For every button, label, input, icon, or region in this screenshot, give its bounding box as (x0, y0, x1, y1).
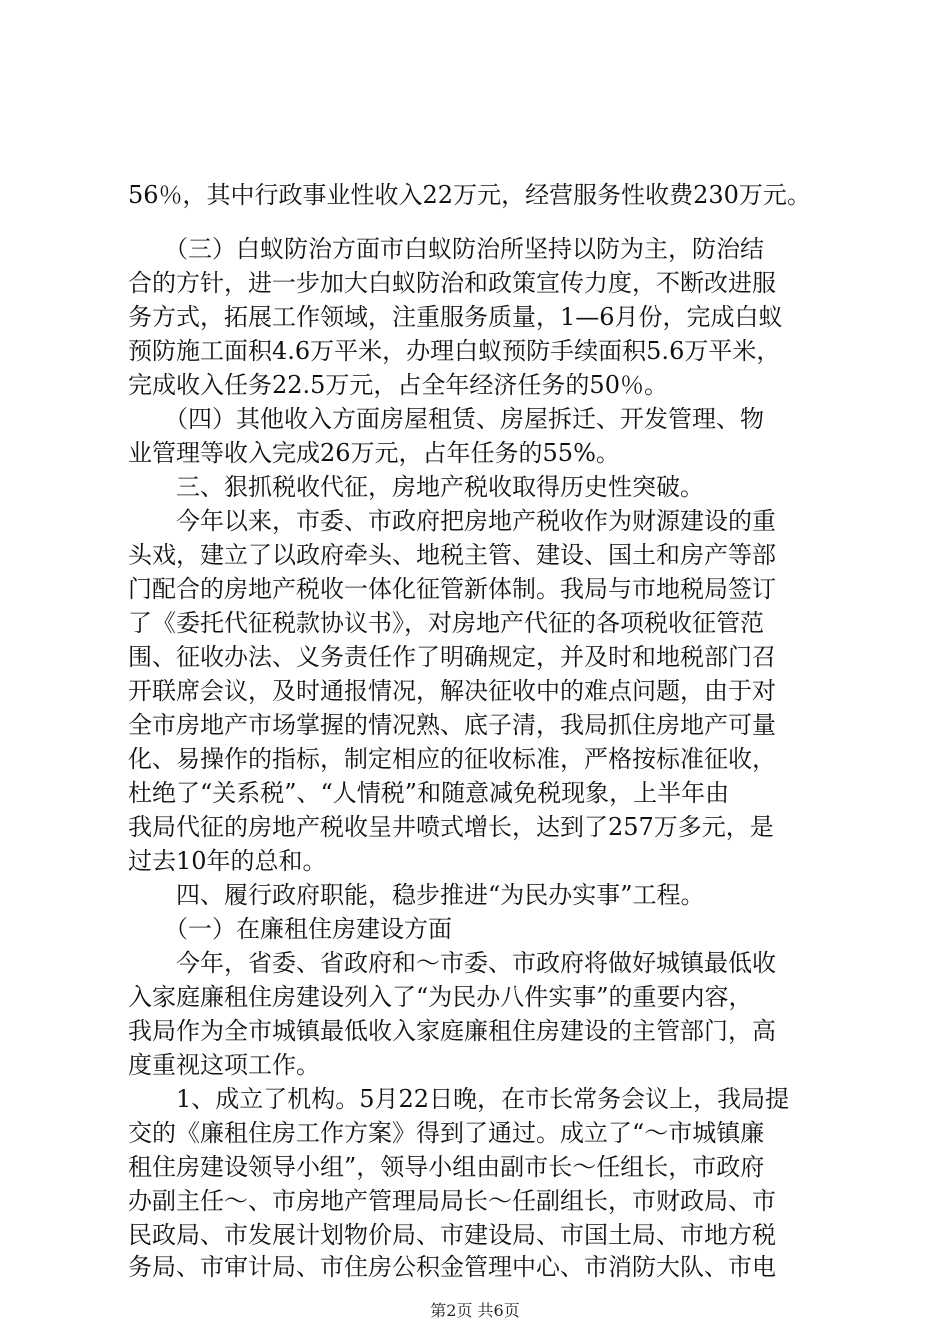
text-line: 过去10年的总和。 (128, 847, 327, 875)
text-line: 合的方针，进一步加大白蚁防治和政策宣传力度，不断改进服 (128, 269, 776, 297)
text-line: 全市房地产市场掌握的情况熟、底子清，我局抓住房地产可量 (128, 711, 776, 739)
text-line: 56％，其中行政事业性收入22万元，经营服务性收费230万元。 (128, 181, 811, 209)
text-line: 了《委托代征税款协议书》，对房地产代征的各项税收征管范 (128, 609, 764, 637)
text-line: 今年以来，市委、市政府把房地产税收作为财源建设的重 (128, 507, 776, 535)
text-line: 我局作为全市城镇最低收入家庭廉租住房建设的主管部门，高 (128, 1017, 776, 1045)
text-line: 开联席会议，及时通报情况，解决征收中的难点问题，由于对 (128, 677, 776, 705)
text-line: 业管理等收入完成26万元，占年任务的55%。 (128, 439, 620, 467)
text-line: 四、履行政府职能，稳步推进“为民办实事”工程。 (128, 881, 705, 909)
text-line: （四）其他收入方面房屋租赁、房屋拆迁、开发管理、物 (128, 405, 764, 433)
text-line: 租住房建设领导小组”，领导小组由副市长～任组长，市政府 (128, 1153, 765, 1181)
text-line: 交的《廉租住房工作方案》得到了通过。成立了“～市城镇廉 (128, 1119, 765, 1147)
text-line: 民政局、市发展计划物价局、市建设局、市国土局、市地方税 (128, 1221, 776, 1249)
text-line: 完成收入任务22.5万元，占全年经济任务的50％。 (128, 371, 668, 399)
text-line: 度重视这项工作。 (128, 1051, 320, 1079)
page-footer: 第2页 共6页 (430, 1301, 520, 1320)
text-line: （一）在廉租住房建设方面 (128, 915, 452, 943)
text-line: 1、成立了机构。5月22日晚，在市长常务会议上，我局提 (128, 1085, 790, 1113)
text-line: 门配合的房地产税收一体化征管新体制。我局与市地税局签订 (128, 575, 776, 603)
text-line: 三、狠抓税收代征，房地产税收取得历史性突破。 (128, 473, 704, 501)
text-line: 办副主任～、市房地产管理局局长～任副组长，市财政局、市 (128, 1187, 776, 1215)
text-line: 今年，省委、省政府和～市委、市政府将做好城镇最低收 (128, 949, 776, 977)
text-line: 务局、市审计局、市住房公积金管理中心、市消防大队、市电 (128, 1253, 776, 1281)
text-line: （三）白蚁防治方面市白蚁防治所坚持以防为主，防治结 (128, 235, 764, 263)
text-line: 围、征收办法、义务责任作了明确规定，并及时和地税部门召 (128, 643, 776, 671)
text-line: 入家庭廉租住房建设列入了“为民办八件实事”的重要内容， (128, 983, 753, 1011)
text-line: 预防施工面积4.6万平米，办理白蚁预防手续面积5.6万平米， (128, 337, 781, 365)
text-line: 杜绝了“关系税”、“人情税”和随意减免税现象，上半年由 (128, 779, 730, 807)
text-line: 头戏，建立了以政府牵头、地税主管、建设、国土和房产等部 (128, 541, 776, 569)
text-line: 我局代征的房地产税收呈井喷式增长，达到了257万多元，是 (128, 813, 774, 841)
text-line: 化、易操作的指标，制定相应的征收标准，严格按标准征收， (128, 745, 776, 773)
text-line: 务方式，拓展工作领域，注重服务质量，1—6月份，完成白蚁 (128, 303, 783, 331)
